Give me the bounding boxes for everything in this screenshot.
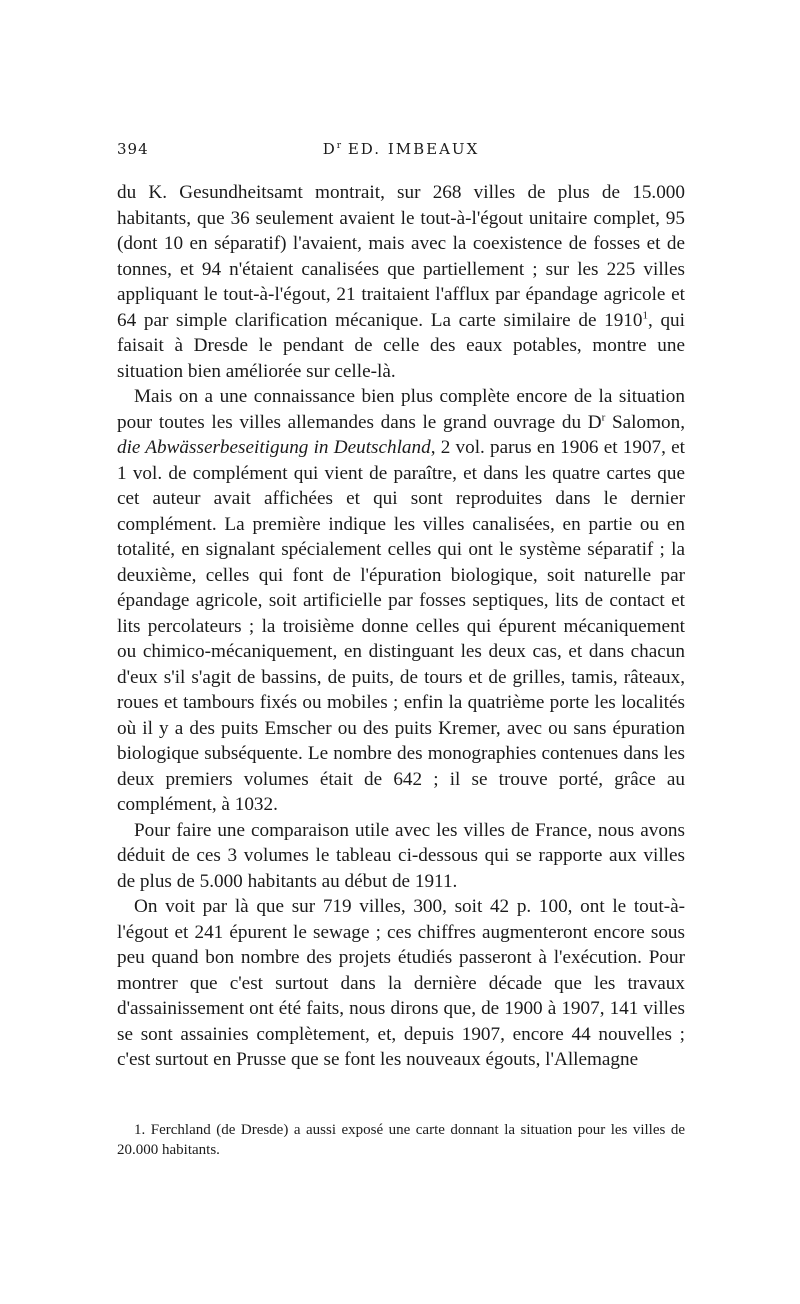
footnote: 1. Ferchland (de Dresde) a aussi exposé une carte donnant la situation pour les villes de 20.000 habitants. [117, 1122, 685, 1158]
paragraph-4: On voit par là que sur 719 villes, 300, soit 42 p. 100, ont le tout-à-l'égout et 241 épurent le sewage ; ces chiffres augmenteront encore sous peu quand bon nombre des projets étudiés passeront à l'exécution. Pour montrer que c'est surtout dans la dernière décade que les travaux d'assainissement ont été faits, nous dirons que, de 1900 à 1907, 141 villes se sont assainies complètement, et, depuis 1907, encore 44 nouvelles ; c'est surtout en Prusse que se font les nouveaux égouts, l'Allemagne [117, 896, 685, 1070]
footnote-ref: 1 [642, 309, 648, 322]
author-name: ED. IMBEAUX [347, 140, 480, 158]
author-prefix-sup: r [336, 141, 342, 151]
paragraph-2-a: Mais on a une connaissance bien plus complète encore de la situation pour toutes les villes allemandes dans le grand ouvrage du D [117, 386, 685, 433]
paragraph-2-b: Salomon, [605, 411, 685, 433]
paragraph-2-c: , 2 vol. parus en 1906 et 1907, et 1 vol. de complément qui vient de paraître, et dans les quatre cartes que cet auteur avait affichées et qui sont reproduites dans le dernier complément. La première indique les villes canalisées, en partie ou en totalité, en signalant spécialement celles qui ont le système séparatif ; la deuxième, celles qui font de l'épuration biologique, soit naturelle par épandage agricole, soit artificielle par fosses septiques, lits de contact et lits percolateurs ; la troisième donne celles qui épurent mécaniquement ou chimico-mécaniquement, en distinguant les deux cas, et dans chacun d'eux s'il s'agit de bassins, de puits, de tours et de grilles, tamis, râteaux, roues et tambours fixés ou mobiles ; enfin la quatrième porte les localités où il y a des puits Emscher ou des puits Kremer, avec ou sans épuration biologique subséquente. Le nombre des monographies contenues dans les deux premiers volumes était de 642 ; il se trouve porté, grâce au complément, à 1032. [117, 437, 685, 815]
book-title: die Abwässerbeseitigung in Deutschland [117, 437, 431, 458]
body-text [117, 180, 685, 1073]
paragraph-1 [117, 180, 685, 384]
running-header [117, 140, 685, 166]
page-number: 394 [117, 140, 149, 158]
paragraph-2 [117, 384, 685, 818]
author-prefix: D [322, 140, 337, 158]
paragraph-1-text: du K. Gesundheitsamt montrait, sur 268 villes de plus de 15.000 habitants, que 36 seulement avaient le tout-à-l'égout unitaire complet, 95 (dont 10 en séparatif) l'avaient, mais avec la coexistence de fosses et de tonnes, et 94 n'étaient canalisées que partiellement ; sur les 225 villes appliquant le tout-à-l'égout, 21 traitaient l'afflux par épandage agricole et 64 par simple clarification mécanique. La carte similaire de 1910 [117, 182, 685, 331]
running-title [117, 140, 685, 158]
paragraph-3: Pour faire une comparaison utile avec les villes de France, nous avons déduit de ces 3 volumes le tableau ci-dessous qui se rapporte aux villes de plus de 5.000 habitants au début de 1911. [117, 819, 685, 892]
paragraph-2-sup: r [601, 411, 606, 424]
paragraph-1-end: , qui faisait à Dresde le pendant de celle des eaux potables, montre une situation bien améliorée sur celle-là. [117, 309, 685, 382]
